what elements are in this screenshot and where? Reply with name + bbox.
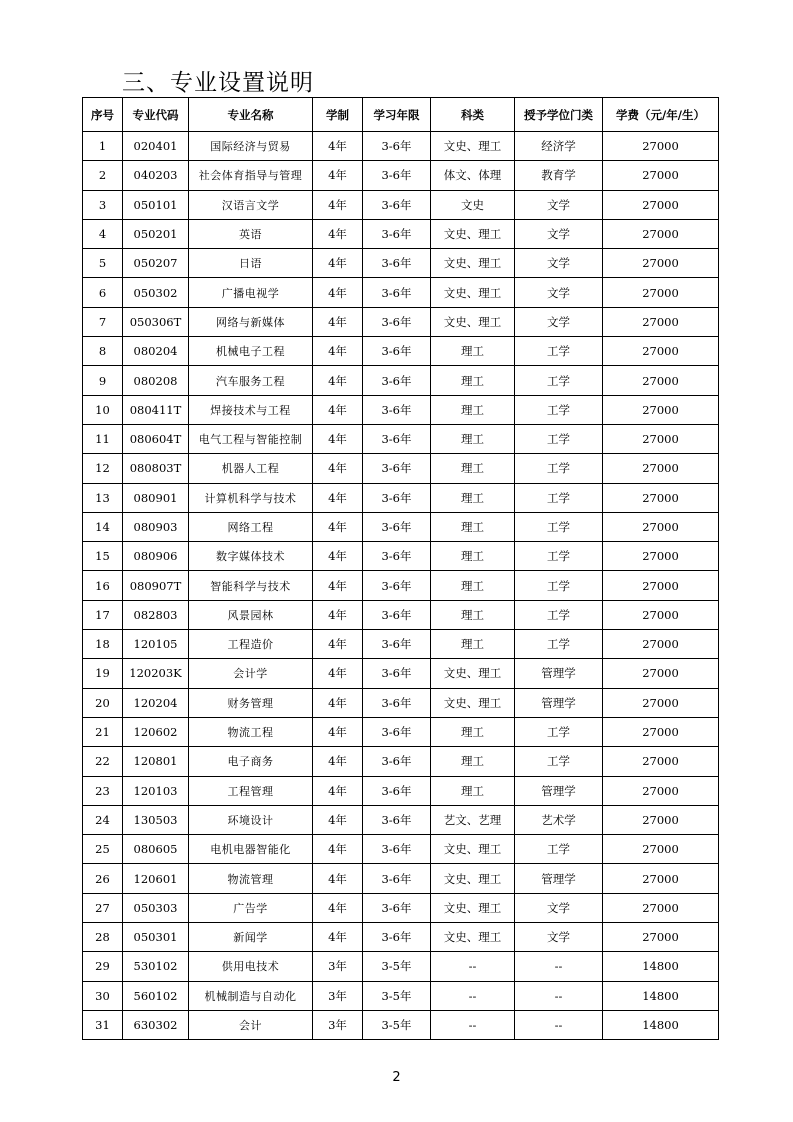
table-cell: 3-5年	[363, 981, 431, 1010]
table-cell: 18	[83, 630, 123, 659]
table-cell: 文史、理工	[431, 659, 515, 688]
majors-table	[82, 97, 719, 1040]
table-cell: 080605	[123, 835, 189, 864]
table-cell: 理工	[431, 366, 515, 395]
table-cell: 27000	[603, 747, 719, 776]
table-cell: 27000	[603, 659, 719, 688]
table-cell: 27000	[603, 483, 719, 512]
table-cell: 电气工程与智能控制	[189, 424, 313, 453]
table-cell: 文史、理工	[431, 132, 515, 161]
table-cell: 3-6年	[363, 717, 431, 746]
table-cell: 4年	[313, 483, 363, 512]
table-cell: 6	[83, 278, 123, 307]
table-cell: 050207	[123, 249, 189, 278]
table-cell: 28	[83, 923, 123, 952]
table-cell: 机械制造与自动化	[189, 981, 313, 1010]
table-cell: 9	[83, 366, 123, 395]
table-cell: 4年	[313, 717, 363, 746]
table-cell: 工学	[515, 600, 603, 629]
table-cell: 3年	[313, 952, 363, 981]
table-cell: 5	[83, 249, 123, 278]
table-cell: 3-5年	[363, 952, 431, 981]
table-cell: 120801	[123, 747, 189, 776]
table-cell: 理工	[431, 747, 515, 776]
table-cell: 27000	[603, 688, 719, 717]
column-header: 序号	[83, 98, 123, 132]
table-cell: 计算机科学与技术	[189, 483, 313, 512]
table-cell: 社会体育指导与管理	[189, 161, 313, 190]
table-cell: 120204	[123, 688, 189, 717]
table-row	[83, 805, 719, 834]
table-cell: 英语	[189, 219, 313, 248]
table-cell: 理工	[431, 337, 515, 366]
table-cell: 530102	[123, 952, 189, 981]
table-cell: 27000	[603, 923, 719, 952]
table-cell: 电子商务	[189, 747, 313, 776]
table-cell: 080803T	[123, 454, 189, 483]
table-row	[83, 923, 719, 952]
table-cell: 27000	[603, 835, 719, 864]
table-cell: 27000	[603, 337, 719, 366]
table-row	[83, 249, 719, 278]
table-cell: 27000	[603, 190, 719, 219]
table-cell: 080907T	[123, 571, 189, 600]
table-cell: 环境设计	[189, 805, 313, 834]
table-cell: 27000	[603, 249, 719, 278]
table-cell: 工学	[515, 424, 603, 453]
table-cell: 4年	[313, 893, 363, 922]
table-cell: 14800	[603, 1010, 719, 1039]
table-cell: 工学	[515, 542, 603, 571]
table-cell: 3-6年	[363, 454, 431, 483]
column-header: 学费（元/年/生）	[603, 98, 719, 132]
table-cell: 3-6年	[363, 542, 431, 571]
table-cell: 29	[83, 952, 123, 981]
table-cell: 风景园林	[189, 600, 313, 629]
table-cell: 3-6年	[363, 366, 431, 395]
table-row	[83, 776, 719, 805]
table-cell: 智能科学与技术	[189, 571, 313, 600]
table-cell: 4	[83, 219, 123, 248]
table-cell: 4年	[313, 278, 363, 307]
table-row	[83, 337, 719, 366]
column-header: 授予学位门类	[515, 98, 603, 132]
table-cell: 23	[83, 776, 123, 805]
table-cell: 2	[83, 161, 123, 190]
table-cell: 120601	[123, 864, 189, 893]
table-cell: 560102	[123, 981, 189, 1010]
table-cell: 工学	[515, 483, 603, 512]
table-row	[83, 600, 719, 629]
table-cell: --	[431, 1010, 515, 1039]
table-cell: 25	[83, 835, 123, 864]
table-row	[83, 659, 719, 688]
table-cell: 4年	[313, 600, 363, 629]
table-cell: 3-6年	[363, 630, 431, 659]
table-row	[83, 190, 719, 219]
column-header: 专业名称	[189, 98, 313, 132]
table-cell: 理工	[431, 483, 515, 512]
table-cell: 体文、体理	[431, 161, 515, 190]
table-cell: 文史、理工	[431, 249, 515, 278]
table-cell: 理工	[431, 776, 515, 805]
table-cell: 理工	[431, 512, 515, 541]
table-cell: 3-6年	[363, 278, 431, 307]
table-row	[83, 630, 719, 659]
table-cell: 工学	[515, 337, 603, 366]
table-cell: 理工	[431, 395, 515, 424]
table-cell: 3-6年	[363, 190, 431, 219]
table-cell: 文史、理工	[431, 688, 515, 717]
table-cell: 27000	[603, 395, 719, 424]
table-cell: 4年	[313, 571, 363, 600]
table-cell: 27000	[603, 893, 719, 922]
table-cell: 文学	[515, 219, 603, 248]
table-cell: 3-6年	[363, 161, 431, 190]
table-cell: 120103	[123, 776, 189, 805]
table-cell: 19	[83, 659, 123, 688]
table-cell: --	[515, 981, 603, 1010]
table-cell: 27000	[603, 776, 719, 805]
column-header: 科类	[431, 98, 515, 132]
table-cell: 27000	[603, 512, 719, 541]
table-cell: 3-6年	[363, 219, 431, 248]
table-cell: 工学	[515, 747, 603, 776]
table-cell: 050302	[123, 278, 189, 307]
table-row	[83, 395, 719, 424]
table-cell: 22	[83, 747, 123, 776]
table-cell: 工学	[515, 717, 603, 746]
table-cell: 工学	[515, 630, 603, 659]
table-cell: 4年	[313, 688, 363, 717]
table-cell: 3-6年	[363, 923, 431, 952]
table-cell: 27000	[603, 366, 719, 395]
table-row	[83, 278, 719, 307]
table-cell: 4年	[313, 512, 363, 541]
table-row	[83, 219, 719, 248]
table-cell: 020401	[123, 132, 189, 161]
table-cell: 工程造价	[189, 630, 313, 659]
table-cell: 4年	[313, 424, 363, 453]
table-cell: 网络与新媒体	[189, 307, 313, 336]
table-cell: 080901	[123, 483, 189, 512]
table-cell: 教育学	[515, 161, 603, 190]
table-cell: 文史、理工	[431, 893, 515, 922]
table-cell: 4年	[313, 454, 363, 483]
table-cell: 会计	[189, 1010, 313, 1039]
table-cell: 080604T	[123, 424, 189, 453]
table-row	[83, 688, 719, 717]
table-cell: 050301	[123, 923, 189, 952]
table-cell: 汽车服务工程	[189, 366, 313, 395]
table-header-row	[83, 98, 719, 132]
table-cell: 050101	[123, 190, 189, 219]
table-cell: 13	[83, 483, 123, 512]
table-cell: 3-6年	[363, 776, 431, 805]
table-cell: 15	[83, 542, 123, 571]
table-cell: 7	[83, 307, 123, 336]
table-cell: 24	[83, 805, 123, 834]
page-title: 三、专业设置说明	[122, 70, 314, 96]
table-row	[83, 307, 719, 336]
table-cell: 文史、理工	[431, 835, 515, 864]
column-header: 学习年限	[363, 98, 431, 132]
table-cell: 4年	[313, 923, 363, 952]
table-cell: 国际经济与贸易	[189, 132, 313, 161]
table-cell: 3-6年	[363, 835, 431, 864]
table-cell: 广播电视学	[189, 278, 313, 307]
table-cell: 文史、理工	[431, 219, 515, 248]
table-cell: 4年	[313, 366, 363, 395]
table-cell: 3-6年	[363, 337, 431, 366]
table-cell: 文学	[515, 307, 603, 336]
table-cell: 14	[83, 512, 123, 541]
table-cell: 080906	[123, 542, 189, 571]
table-cell: 数字媒体技术	[189, 542, 313, 571]
table-cell: --	[515, 1010, 603, 1039]
table-cell: 文学	[515, 893, 603, 922]
table-cell: 文学	[515, 249, 603, 278]
table-cell: 3	[83, 190, 123, 219]
table-cell: 040203	[123, 161, 189, 190]
table-cell: 27000	[603, 219, 719, 248]
table-cell: 4年	[313, 630, 363, 659]
table-cell: 理工	[431, 630, 515, 659]
table-cell: 4年	[313, 659, 363, 688]
table-cell: 14800	[603, 952, 719, 981]
table-cell: 16	[83, 571, 123, 600]
table-cell: 工学	[515, 366, 603, 395]
table-cell: 120203K	[123, 659, 189, 688]
table-cell: 3-6年	[363, 600, 431, 629]
table-cell: 管理学	[515, 659, 603, 688]
table-row	[83, 717, 719, 746]
table-cell: 文史、理工	[431, 307, 515, 336]
table-cell: 工程管理	[189, 776, 313, 805]
table-cell: --	[431, 981, 515, 1010]
table-row	[83, 132, 719, 161]
table-cell: 3-6年	[363, 893, 431, 922]
table-cell: 文史	[431, 190, 515, 219]
table-cell: 12	[83, 454, 123, 483]
table-cell: 27000	[603, 600, 719, 629]
table-cell: 27000	[603, 132, 719, 161]
table-row	[83, 483, 719, 512]
column-header: 专业代码	[123, 98, 189, 132]
table-cell: 文史、理工	[431, 923, 515, 952]
table-cell: 3-6年	[363, 132, 431, 161]
table-cell: 4年	[313, 395, 363, 424]
table-cell: 会计学	[189, 659, 313, 688]
table-cell: 机械电子工程	[189, 337, 313, 366]
table-cell: 电机电器智能化	[189, 835, 313, 864]
table-cell: 4年	[313, 542, 363, 571]
table-cell: 理工	[431, 600, 515, 629]
table-cell: 080208	[123, 366, 189, 395]
table-row	[83, 424, 719, 453]
table-cell: 27000	[603, 717, 719, 746]
table-cell: 3-6年	[363, 805, 431, 834]
table-cell: 3-6年	[363, 571, 431, 600]
table-cell: 050201	[123, 219, 189, 248]
table-cell: 广告学	[189, 893, 313, 922]
table-row	[83, 542, 719, 571]
table-cell: 文史、理工	[431, 864, 515, 893]
table-cell: 3年	[313, 981, 363, 1010]
table-cell: 630302	[123, 1010, 189, 1039]
table-cell: 4年	[313, 190, 363, 219]
table-cell: 3-6年	[363, 483, 431, 512]
table-cell: 工学	[515, 571, 603, 600]
table-cell: 供用电技术	[189, 952, 313, 981]
table-cell: 3-6年	[363, 424, 431, 453]
table-row	[83, 366, 719, 395]
table-cell: 文学	[515, 278, 603, 307]
table-cell: 10	[83, 395, 123, 424]
table-row	[83, 512, 719, 541]
table-row	[83, 454, 719, 483]
table-cell: --	[431, 952, 515, 981]
table-cell: 机器人工程	[189, 454, 313, 483]
table-cell: 14800	[603, 981, 719, 1010]
table-cell: 文史、理工	[431, 278, 515, 307]
table-cell: 3年	[313, 1010, 363, 1039]
table-cell: 20	[83, 688, 123, 717]
table-cell: 27000	[603, 424, 719, 453]
table-cell: 3-6年	[363, 659, 431, 688]
table-cell: 工学	[515, 835, 603, 864]
table-row	[83, 1010, 719, 1039]
table-cell: 130503	[123, 805, 189, 834]
table-cell: 3-6年	[363, 688, 431, 717]
table-cell: 艺术学	[515, 805, 603, 834]
table-cell: 文学	[515, 190, 603, 219]
table-cell: 管理学	[515, 864, 603, 893]
table-cell: 工学	[515, 395, 603, 424]
table-cell: 物流工程	[189, 717, 313, 746]
table-cell: 3-6年	[363, 307, 431, 336]
table-cell: 27000	[603, 542, 719, 571]
table-cell: 4年	[313, 219, 363, 248]
table-cell: 理工	[431, 424, 515, 453]
table-row	[83, 893, 719, 922]
table-cell: 27000	[603, 571, 719, 600]
table-cell: 汉语言文学	[189, 190, 313, 219]
table-cell: 050306T	[123, 307, 189, 336]
table-cell: 27000	[603, 161, 719, 190]
table-cell: 27000	[603, 307, 719, 336]
table-cell: 管理学	[515, 688, 603, 717]
table-cell: 27000	[603, 805, 719, 834]
table-cell: 4年	[313, 132, 363, 161]
table-cell: 经济学	[515, 132, 603, 161]
table-cell: 3-6年	[363, 512, 431, 541]
table-row	[83, 571, 719, 600]
table-row	[83, 952, 719, 981]
table-cell: 120105	[123, 630, 189, 659]
table-cell: 4年	[313, 161, 363, 190]
table-cell: 文学	[515, 923, 603, 952]
table-row	[83, 981, 719, 1010]
table-cell: 工学	[515, 512, 603, 541]
table-cell: 080411T	[123, 395, 189, 424]
table-cell: 120602	[123, 717, 189, 746]
table-cell: 网络工程	[189, 512, 313, 541]
table-cell: 1	[83, 132, 123, 161]
table-cell: 27000	[603, 630, 719, 659]
table-cell: 日语	[189, 249, 313, 278]
table-cell: 082803	[123, 600, 189, 629]
table-cell: 4年	[313, 337, 363, 366]
table-cell: 080204	[123, 337, 189, 366]
table-cell: 30	[83, 981, 123, 1010]
column-header: 学制	[313, 98, 363, 132]
table-cell: 080903	[123, 512, 189, 541]
table-cell: 4年	[313, 307, 363, 336]
table-cell: 财务管理	[189, 688, 313, 717]
table-cell: 21	[83, 717, 123, 746]
table-cell: 4年	[313, 776, 363, 805]
table-cell: 新闻学	[189, 923, 313, 952]
table-cell: 艺文、艺理	[431, 805, 515, 834]
table-cell: 物流管理	[189, 864, 313, 893]
table-row	[83, 864, 719, 893]
table-cell: 3-6年	[363, 249, 431, 278]
table-cell: 27000	[603, 864, 719, 893]
table-cell: 27000	[603, 278, 719, 307]
table-cell: 4年	[313, 805, 363, 834]
table-cell: 27	[83, 893, 123, 922]
table-cell: 26	[83, 864, 123, 893]
table-cell: 焊接技术与工程	[189, 395, 313, 424]
table-cell: 11	[83, 424, 123, 453]
table-cell: 理工	[431, 454, 515, 483]
table-cell: 管理学	[515, 776, 603, 805]
table-cell: 050303	[123, 893, 189, 922]
table-cell: --	[515, 952, 603, 981]
table-cell: 17	[83, 600, 123, 629]
table-cell: 27000	[603, 454, 719, 483]
table-cell: 4年	[313, 747, 363, 776]
table-cell: 理工	[431, 717, 515, 746]
table-cell: 4年	[313, 835, 363, 864]
table-row	[83, 835, 719, 864]
table-cell: 3-5年	[363, 1010, 431, 1039]
table-cell: 8	[83, 337, 123, 366]
table-cell: 3-6年	[363, 864, 431, 893]
table-cell: 理工	[431, 542, 515, 571]
table-cell: 31	[83, 1010, 123, 1039]
table-cell: 工学	[515, 454, 603, 483]
table-cell: 3-6年	[363, 747, 431, 776]
table-body	[83, 132, 719, 1040]
table-row	[83, 747, 719, 776]
table-cell: 理工	[431, 571, 515, 600]
table-cell: 3-6年	[363, 395, 431, 424]
table-row	[83, 161, 719, 190]
page-number: 2	[392, 1070, 401, 1085]
table-cell: 4年	[313, 249, 363, 278]
table-cell: 4年	[313, 864, 363, 893]
